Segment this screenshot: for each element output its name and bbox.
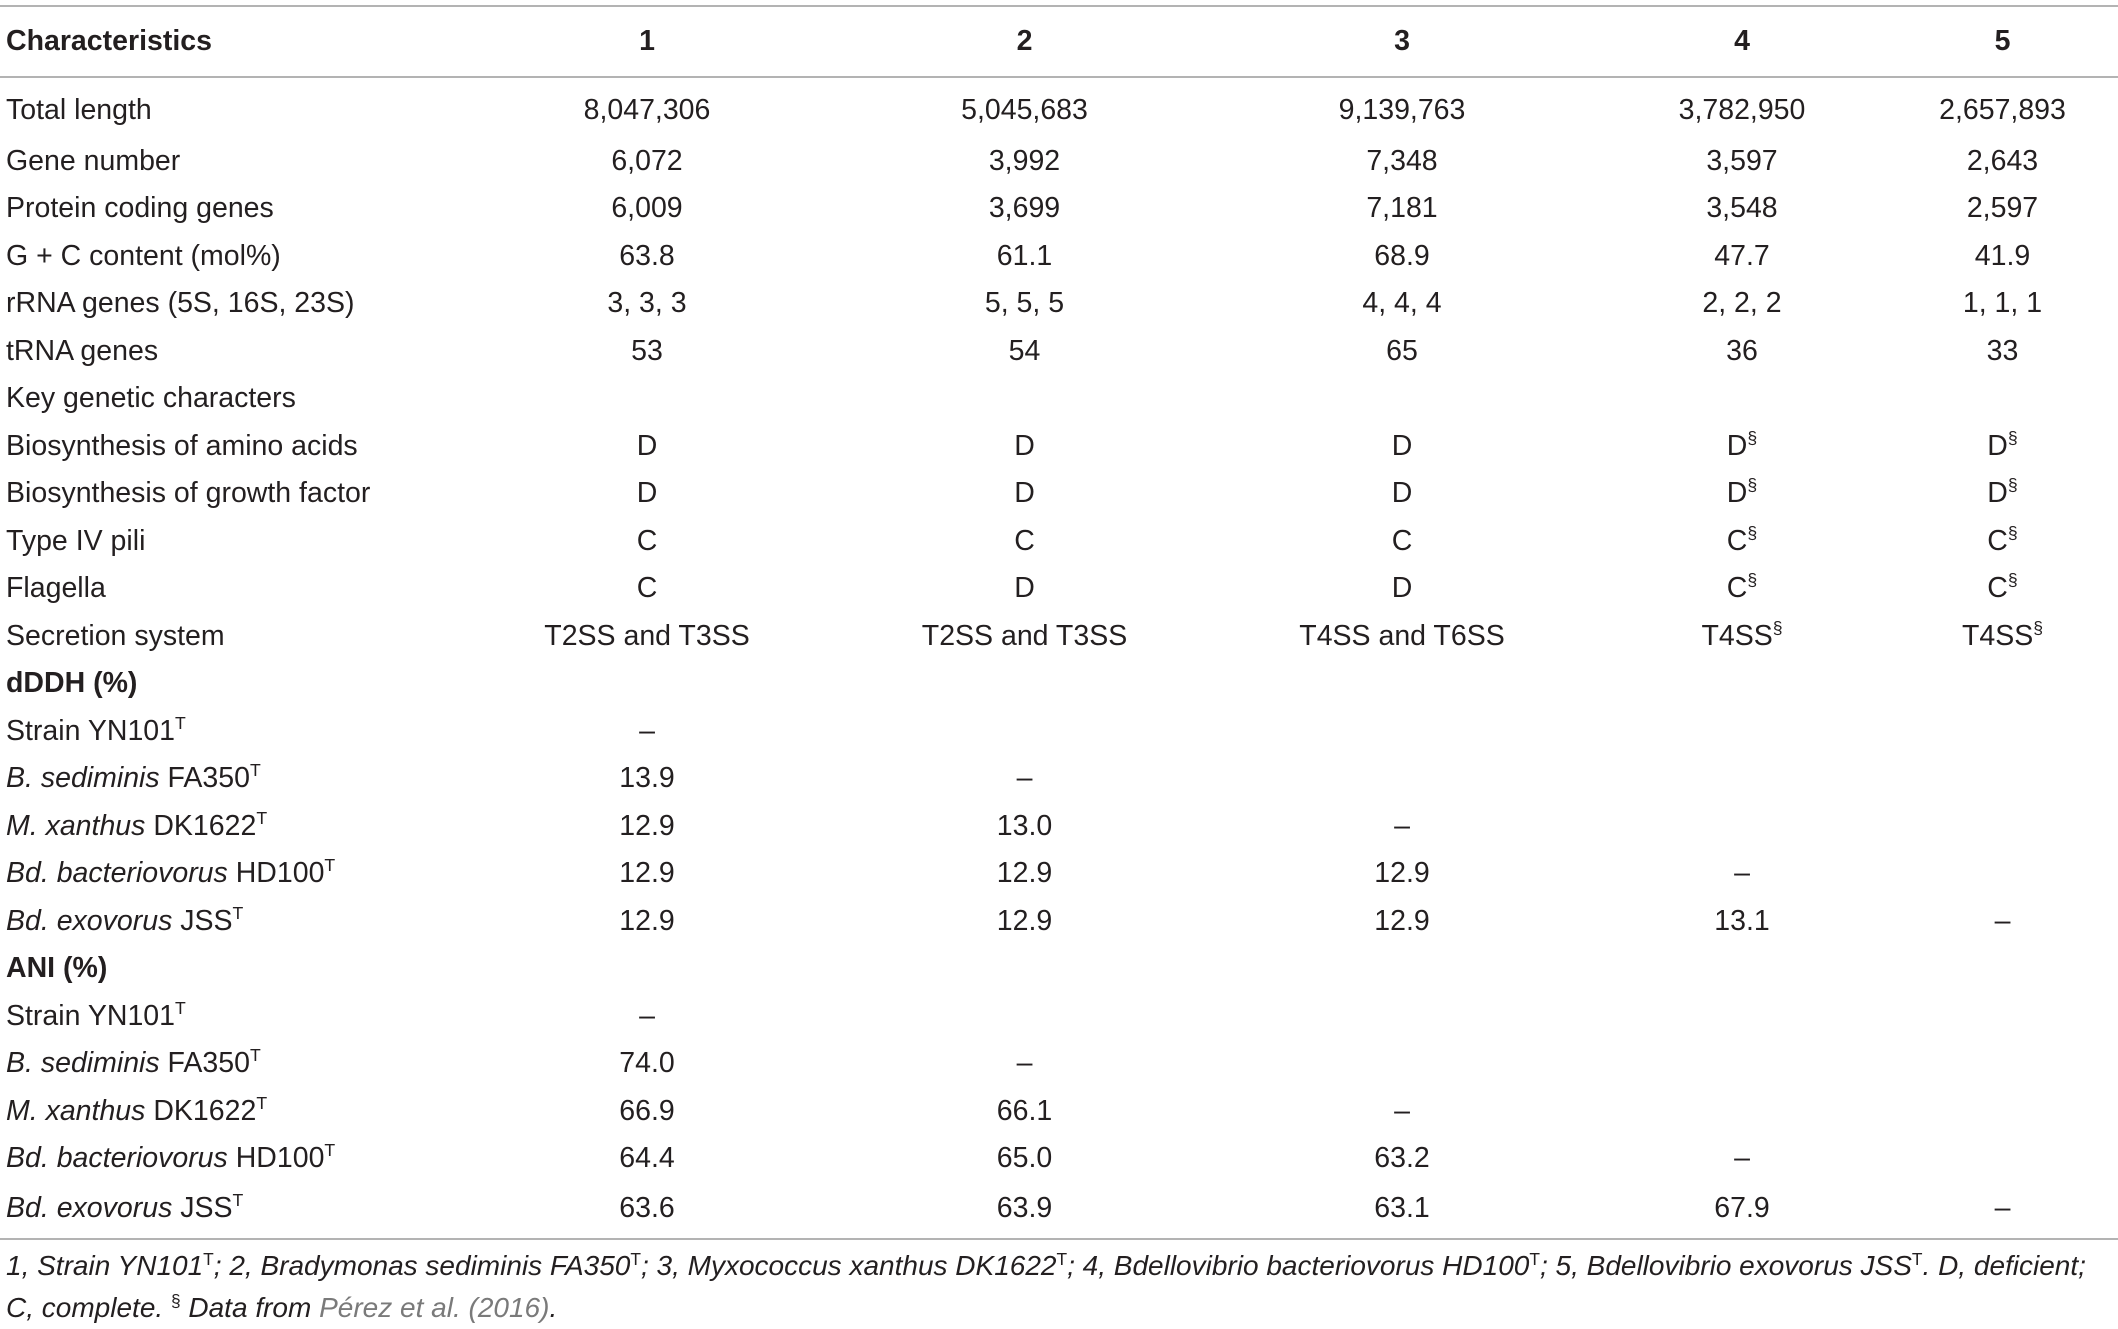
table-row	[0, 470, 2118, 518]
cell: 12.9	[619, 904, 675, 937]
cell: 61.1	[996, 239, 1053, 272]
cell: T4SS and T6SS	[1299, 619, 1505, 652]
cell: 2,643	[1966, 144, 2039, 177]
header-col-1: 1	[452, 6, 842, 77]
row-label: Biosynthesis of growth factor	[6, 477, 371, 509]
cell: 63.6	[452, 1182, 842, 1239]
cell: 68.9	[1374, 239, 1430, 272]
row-label: Secretion system	[6, 619, 225, 652]
cell: D	[1391, 477, 1413, 509]
source-mark: §	[1747, 522, 1758, 543]
cell: 66.9	[619, 1094, 675, 1127]
cell: –	[1016, 762, 1033, 794]
cell	[1597, 1087, 1887, 1135]
cell: 74.0	[619, 1047, 675, 1079]
source-mark: §	[1747, 427, 1758, 448]
cell: 7,348	[1366, 144, 1438, 177]
cell: 4, 4, 4	[1362, 287, 1442, 319]
cell	[1207, 375, 1597, 423]
cell: 2, 2, 2	[1702, 287, 1782, 319]
table-row	[0, 992, 2118, 1040]
cell	[1597, 565, 1887, 613]
cell	[842, 992, 1207, 1040]
cell	[1887, 707, 2118, 755]
row-label: Type IV pili	[6, 524, 146, 557]
cell: D	[636, 477, 658, 509]
cell	[1597, 470, 1887, 518]
cell: 63.9	[842, 1182, 1207, 1239]
cell: 8,047,306	[583, 94, 711, 127]
source-mark: §	[2033, 617, 2044, 638]
cell: D	[1014, 429, 1035, 462]
source-mark: §	[1747, 570, 1758, 591]
cell-value: D	[1726, 429, 1748, 462]
cell	[1597, 1040, 1887, 1088]
table-footnote: 1, Strain $YN101^T$; 2, Bradymonas sediminis $FA350^T$; 3, Myxococcus xanthus $DK1622^T$; 4, Bdellovibrio bacteriovorus $HD100^T$; 5, Bdellovibrio exovorus $JSS^T$. D, deficient; C, complete. § Data from Pérez et al. (2016).	[6, 1248, 2086, 1323]
cell: –	[1734, 857, 1750, 889]
cell	[1887, 612, 2118, 660]
row-label: Strain $YN101^T$	[6, 997, 186, 1032]
row-label: tRNA genes	[6, 334, 159, 367]
cell: 6,072	[611, 144, 683, 177]
cell: –	[1734, 1142, 1750, 1174]
row-label: Flagella	[6, 572, 106, 604]
cell: C	[636, 524, 658, 557]
cell: C	[1391, 524, 1413, 557]
cell: D	[636, 429, 658, 462]
cell: 53	[631, 334, 663, 367]
reference-link[interactable]: Pérez et al. (2016)	[319, 1292, 550, 1323]
row-label: Bd. exovorus $JSS^T$	[0, 1182, 452, 1239]
cell: T2SS and T3SS	[544, 619, 750, 652]
cell	[1597, 755, 1887, 803]
header-row	[0, 6, 2118, 77]
cell: D	[1391, 429, 1413, 462]
row-label: Bd. bacteriovorus $HD100^T$	[6, 855, 336, 889]
cell	[1597, 422, 1887, 470]
cell	[1887, 517, 2118, 565]
cell: 9,139,763	[1338, 94, 1466, 127]
cell: C	[636, 572, 658, 604]
table-row	[0, 612, 2118, 660]
cell: 12.9	[996, 857, 1053, 889]
table-row	[0, 802, 2118, 850]
cell: 63.1	[1207, 1182, 1597, 1239]
cell-value: C	[1987, 524, 2008, 557]
cell: 65.0	[996, 1142, 1053, 1174]
cell	[1887, 1087, 2118, 1135]
cell: 2,657,893	[1939, 94, 2066, 127]
cell: 41.9	[1974, 239, 2031, 272]
cell	[1887, 1135, 2118, 1183]
cell: 33	[1986, 334, 2019, 367]
cell: 13.1	[1714, 904, 1770, 937]
source-mark: §	[1772, 617, 1783, 638]
cell	[1597, 612, 1887, 660]
cell	[1207, 1040, 1597, 1088]
cell: 63.2	[1374, 1142, 1430, 1174]
cell	[1597, 802, 1887, 850]
row-label: Biosynthesis of amino acids	[6, 429, 358, 462]
cell: 3,699	[988, 192, 1061, 224]
cell	[1597, 707, 1887, 755]
table-row	[0, 1182, 2118, 1239]
cell: C	[1014, 524, 1035, 557]
table-row	[0, 375, 2118, 423]
cell	[1887, 470, 2118, 518]
row-label: M. xanthus $DK1622^T$	[6, 1092, 268, 1127]
cell: 12.9	[619, 857, 675, 889]
cell: 64.4	[619, 1142, 675, 1174]
cell: 5, 5, 5	[984, 287, 1065, 319]
cell: –	[1887, 1182, 2118, 1239]
header-col-4: 4	[1597, 6, 1887, 77]
cell: 3,597	[1706, 144, 1778, 177]
cell	[1597, 992, 1887, 1040]
row-label: Bd. exovorus $JSS^T$	[6, 902, 244, 937]
cell	[842, 707, 1207, 755]
row-label: Key genetic characters	[6, 382, 296, 414]
cell: –	[1994, 904, 2011, 937]
cell	[1597, 517, 1887, 565]
header-characteristics: Characteristics	[0, 6, 452, 77]
cell	[1887, 375, 2118, 423]
row-label: Gene number	[6, 144, 181, 177]
row-label: Strain $YN101^T$	[6, 712, 186, 747]
source-mark: §	[1747, 475, 1758, 496]
source-mark: §	[2007, 570, 2018, 591]
row-label: Bd. bacteriovorus $HD100^T$	[6, 1140, 336, 1174]
table-row	[0, 565, 2118, 613]
cell: 47.7	[1714, 239, 1770, 272]
section-heading-dddh: dDDH (%)	[6, 667, 138, 699]
row-label: M. xanthus $DK1622^T$	[6, 807, 268, 842]
source-mark: §	[2007, 427, 2018, 448]
cell: 67.9	[1597, 1182, 1887, 1239]
cell: 13.0	[996, 809, 1053, 842]
cell-value: C	[1987, 572, 2008, 604]
cell-value: C	[1726, 572, 1748, 604]
cell-value: D	[1987, 429, 2008, 462]
cell: 3, 3, 3	[607, 287, 687, 319]
table-row	[0, 77, 2118, 137]
cell: D	[1391, 572, 1413, 604]
cell	[1887, 755, 2118, 803]
section-row-ani	[0, 945, 2118, 993]
row-label: rRNA genes (5S, 16S, 23S)	[6, 287, 355, 319]
cell: –	[1394, 1094, 1410, 1127]
cell: –	[639, 714, 655, 747]
row-label: G + C content (mol%)	[6, 239, 281, 272]
cell: D	[1014, 572, 1035, 604]
header-col-5: 5	[1887, 6, 2118, 77]
cell: 13.9	[619, 762, 675, 794]
section-heading-ani: ANI (%)	[6, 952, 108, 984]
cell: –	[1016, 1047, 1033, 1079]
table-row	[0, 897, 2118, 945]
cell: 12.9	[1374, 904, 1430, 937]
cell	[1207, 755, 1597, 803]
cell: 36	[1726, 334, 1758, 367]
cell	[1887, 802, 2118, 850]
genome-comparison-table	[0, 5, 2118, 1240]
row-label: B. sediminis $FA350^T$	[6, 1045, 261, 1079]
cell: –	[639, 999, 655, 1032]
cell: 54	[1008, 334, 1041, 367]
cell	[1207, 707, 1597, 755]
cell	[1887, 565, 2118, 613]
table-row	[0, 185, 2118, 233]
cell: 66.1	[996, 1094, 1053, 1127]
cell: T2SS and T3SS	[921, 619, 1128, 652]
cell: –	[1394, 809, 1410, 842]
table-row	[0, 755, 2118, 803]
cell: 7,181	[1366, 192, 1438, 224]
table-row	[0, 137, 2118, 185]
cell	[452, 375, 842, 423]
table-row	[0, 1087, 2118, 1135]
source-mark: §	[2007, 522, 2018, 543]
cell-value: T4SS	[1701, 619, 1773, 652]
cell	[1887, 1040, 2118, 1088]
cell-value: D	[1726, 477, 1748, 509]
header-col-3: 3	[1207, 6, 1597, 77]
table-row	[0, 422, 2118, 470]
table-row	[0, 1040, 2118, 1088]
cell: 3,992	[988, 144, 1061, 177]
cell-value: D	[1987, 477, 2008, 509]
table-row	[0, 517, 2118, 565]
cell: 63.8	[619, 239, 675, 272]
cell: 1, 1, 1	[1962, 287, 2043, 319]
table-row	[0, 850, 2118, 898]
cell: 2,597	[1966, 192, 2039, 224]
cell: 12.9	[619, 809, 675, 842]
table-row	[0, 1135, 2118, 1183]
cell: 65	[1386, 334, 1418, 367]
cell	[1887, 422, 2118, 470]
table-row	[0, 707, 2118, 755]
cell: 6,009	[611, 192, 683, 224]
cell: 5,045,683	[961, 94, 1088, 127]
cell	[1887, 850, 2118, 898]
table-row	[0, 232, 2118, 280]
cell-value: C	[1726, 524, 1748, 557]
section-row-dddh	[0, 660, 2118, 708]
cell	[1597, 375, 1887, 423]
cell: D	[1014, 477, 1035, 509]
cell-value: T4SS	[1961, 619, 2034, 652]
row-label: Total length	[6, 94, 152, 127]
cell: 12.9	[1374, 857, 1430, 889]
cell: 3,548	[1706, 192, 1778, 224]
cell: 3,782,950	[1678, 94, 1806, 127]
cell	[1887, 992, 2118, 1040]
row-label: Protein coding genes	[6, 192, 274, 224]
header-col-2: 2	[842, 6, 1207, 77]
cell: 12.9	[996, 904, 1053, 937]
cell	[842, 375, 1207, 423]
table-row	[0, 280, 2118, 328]
row-label: B. sediminis $FA350^T$	[6, 760, 261, 794]
table-row	[0, 327, 2118, 375]
cell	[1207, 992, 1597, 1040]
source-mark: §	[2007, 475, 2018, 496]
